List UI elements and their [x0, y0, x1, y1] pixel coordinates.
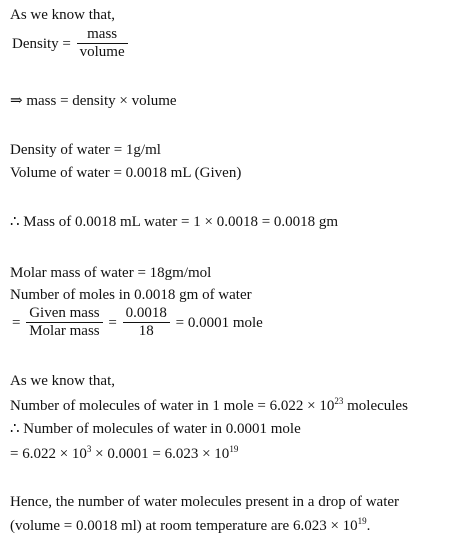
molecules-calc-part2: × 0.0001 = 6.023 × 10 [91, 446, 230, 462]
conclusion-text: (volume = 0.0018 ml) at room temperature are 6.023 × 10 [10, 518, 358, 534]
density-denominator: volume [79, 44, 125, 60]
density-numerator: mass [77, 26, 128, 44]
moles-fraction-2 [123, 305, 170, 340]
mass-result-line: ∴ Mass of 0.0018 mL water = 1 × 0.0018 = 0.0018 gm [10, 214, 339, 230]
moles-heading-line: Number of moles in 0.0018 gm of water [10, 287, 252, 303]
molecules-calc-part1: = 6.022 × 10 [10, 446, 87, 462]
molecules-calc-line [10, 445, 238, 463]
conclusion-exponent: 19 [357, 516, 367, 526]
molar-mass-denominator: Molar mass [29, 323, 100, 339]
molecules-per-mole-text: Number of molecules of water in 1 mole = 6.022 × 10 [10, 398, 335, 414]
density-of-water-line: Density of water = 1g/ml [10, 142, 161, 158]
molecules-per-mole-line [10, 397, 408, 415]
density-fraction [77, 26, 128, 61]
moles-formula [10, 305, 265, 340]
mass-formula-line: ⇒ mass = density × volume [10, 93, 177, 109]
as-we-know-line: As we know that, [10, 373, 115, 389]
given-mass-numerator: Given mass [26, 305, 102, 323]
density-label: Density = [12, 35, 71, 52]
molecules-heading-line: ∴ Number of molecules of water in 0.0001 mole [10, 421, 301, 437]
conclusion-line-1: Hence, the number of water molecules present in a drop of water [10, 494, 400, 510]
moles-mid-equals: = [108, 314, 117, 331]
moles-lead-equals: = [12, 314, 21, 331]
volume-of-water-line: Volume of water = 0.0018 mL (Given) [10, 165, 242, 181]
molecules-per-mole-exponent: 23 [334, 396, 344, 406]
conclusion-line-2 [10, 517, 370, 535]
molecules-per-mole-tail: molecules [343, 398, 408, 414]
mass-value-numerator: 0.0018 [123, 305, 170, 323]
molar-mass-line: Molar mass of water = 18gm/mol [10, 265, 212, 281]
molecules-calc-exponent-2: 19 [229, 444, 239, 454]
moles-fraction-1 [26, 305, 102, 340]
intro-line: As we know that, [10, 7, 115, 23]
molar-value-denominator: 18 [138, 323, 154, 339]
moles-result: = 0.0001 mole [175, 314, 263, 331]
conclusion-period: . [366, 518, 371, 534]
molecules-calc-exponent-1: 3 [86, 444, 92, 454]
density-formula [10, 26, 128, 61]
